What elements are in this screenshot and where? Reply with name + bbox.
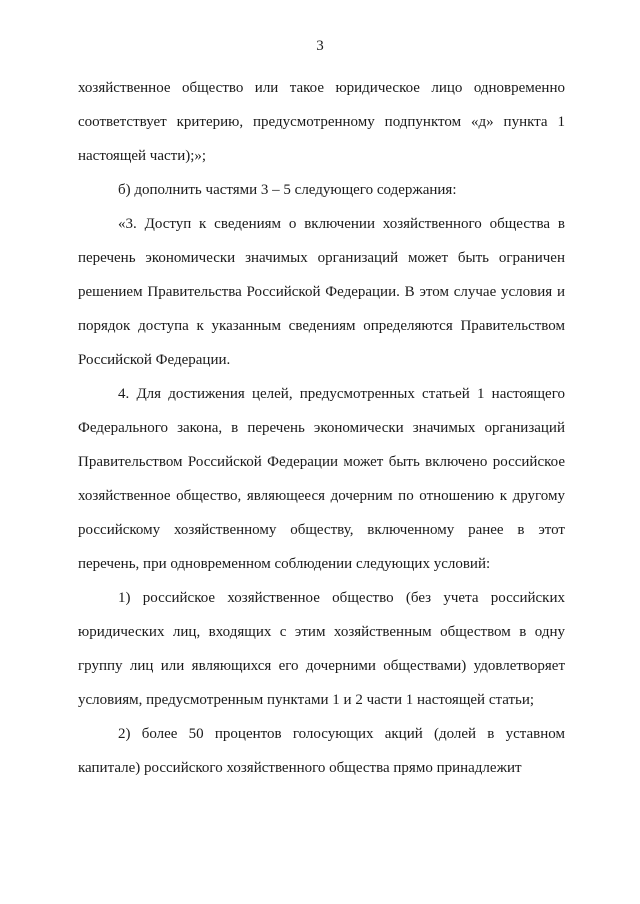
document-body: [78, 71, 565, 785]
paragraph-part-3: «3. Доступ к сведениям о включении хозяйственного общества в перечень экономически значимых организаций может быть ограничен решением Правительства Российской Федерации. В этом случае условия и порядок доступа к указанным сведениям определяются Правительством Российской Федерации.: [78, 216, 565, 368]
page-number: 3: [316, 38, 324, 54]
paragraph-continuation: хозяйственное общество или такое юридическое лицо одновременно соответствует критерию, предусмотренному подпунктом «д» пункта 1 настоящей части);»;: [78, 80, 565, 164]
paragraph-part-4: 4. Для достижения целей, предусмотренных статьей 1 настоящего Федерального закона, в перечень экономически значимых организаций Правительством Российской Федерации может быть включено российское хозяйственное общество, являющееся дочерним по отношению к другому российскому хозяйственному обществу, включенному ранее в этот перечень, при одновременном соблюдении следующих условий:: [78, 386, 565, 572]
paragraph-condition-2: 2) более 50 процентов голосующих акций (долей в уставном капитале) российского хозяйственного общества прямо принадлежит: [78, 726, 565, 776]
paragraph-condition-1: 1) российское хозяйственное общество (без учета российских юридических лиц, входящих с этим хозяйственным обществом в одну группу лиц или являющихся его дочерними обществами) удовлетворяет условиям, предусмотренным пунктами 1 и 2 части 1 настоящей статьи;: [78, 590, 565, 708]
paragraph-amendment-b: б) дополнить частями 3 – 5 следующего содержания:: [118, 182, 457, 198]
